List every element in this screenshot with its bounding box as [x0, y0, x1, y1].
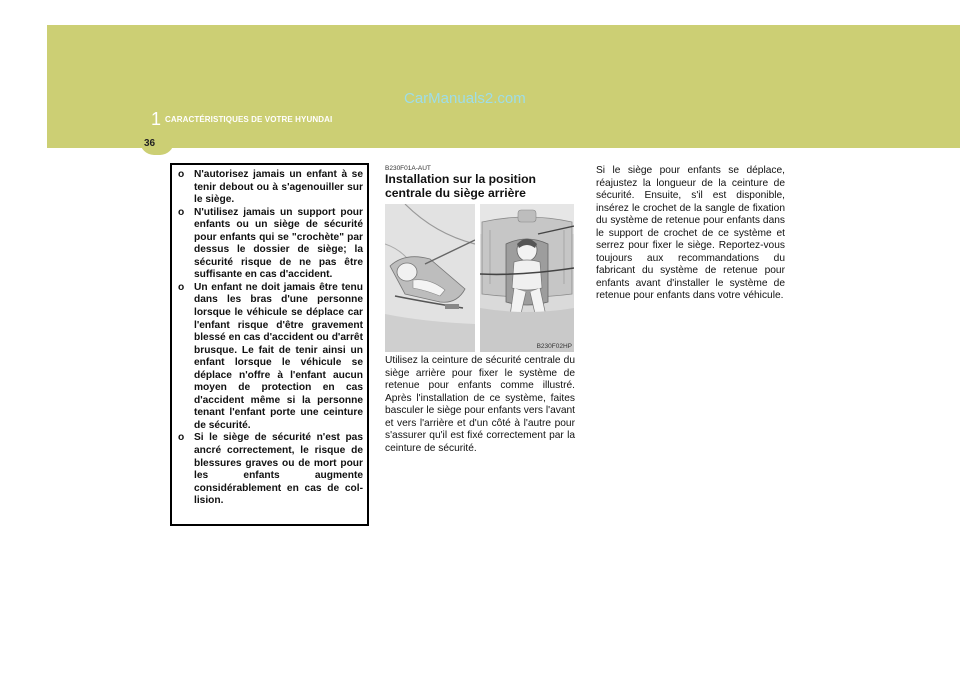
- warning-bullet: o: [178, 206, 185, 218]
- section-heading: Installation sur la position centrale du siège arrière: [385, 172, 537, 200]
- section-body-text: Utilisez la ceinture de sécurité centrale du siège arrière pour fixer le système de retenue pour enfants comme illustré. Après l'installation de ce système, faites basculer le siège pour enfants vers l'avant et vers l'arrière et d'un côté à l'autre pour s'assurer qu'il est fixé correctement par la ceinture de sécurité.: [385, 355, 575, 454]
- warning-item: [178, 169, 363, 207]
- section-code: B230F01A-AUT: [385, 165, 431, 172]
- warning-bullet: o: [178, 169, 185, 180]
- figure-code: B230F02HP: [536, 343, 572, 350]
- section-column: [385, 165, 575, 455]
- warning-item: [178, 432, 363, 507]
- forward-facing-seat-photo: [480, 204, 574, 352]
- warning-text: Un enfant ne doit jamais être tenu dans les bras d'une personne lorsque le véhicule se déplace car l'enfant risque d'être gravement blessé en cas d'accident ou d'arrêt brusque. Le fait de tenir ainsi un enfant lorsque le véhicule se déplace n'offre à l'enfant aucun moyen de protection en cas d'accident même si la personne tenant l'enfant porte une ceinture de sécurité.: [194, 281, 363, 431]
- warning-item: [178, 282, 363, 433]
- warning-box: [170, 163, 369, 526]
- header-band: [47, 25, 960, 148]
- warning-text: N'utilisez jamais un support pour enfants ou un siège de sécurité pour enfants qui se "crochète" par dessus le dossier de siège; la sécurité risque de ne pas être suffisante en cas d'accident.: [194, 206, 363, 281]
- right-column: [596, 165, 785, 303]
- site-watermark-link[interactable]: CarManuals2.com: [404, 90, 526, 107]
- page-number: 36: [144, 138, 156, 149]
- warning-text: Si le siège de sécurité n'est pas ancré correctement, le risque de blessures graves ou de mort pour les enfants augmente considérablement en cas de col-lision.: [194, 432, 363, 507]
- installation-illustration: [385, 204, 574, 352]
- chapter-title: CARACTÉRISTIQUES DE VOTRE HYUNDAI: [165, 115, 333, 124]
- chapter-number: 1: [151, 109, 162, 129]
- warning-bullet: o: [178, 281, 185, 293]
- rear-facing-seat-photo: [385, 204, 475, 352]
- right-body-text: Si le siège pour enfants se déplace, réajustez la longueur de la ceinture de sécurité. Ensuite, s'il est disponible, insérez le crochet de la sangle de fixation du système de retenue pour enfants dans le support de crochet de ce système et serrez pour fixer le siège. Reportez-vous toujours aux recommandations du fabricant du système de retenue pour enfants avant d'installer le système de retenue pour enfants dans votre véhicule.: [596, 165, 785, 301]
- warning-text: N'autorisez jamais un enfant à se tenir debout ou à s'agenouiller sur le siège.: [194, 169, 363, 206]
- warning-item: [178, 207, 363, 282]
- warning-bullet: o: [178, 432, 185, 444]
